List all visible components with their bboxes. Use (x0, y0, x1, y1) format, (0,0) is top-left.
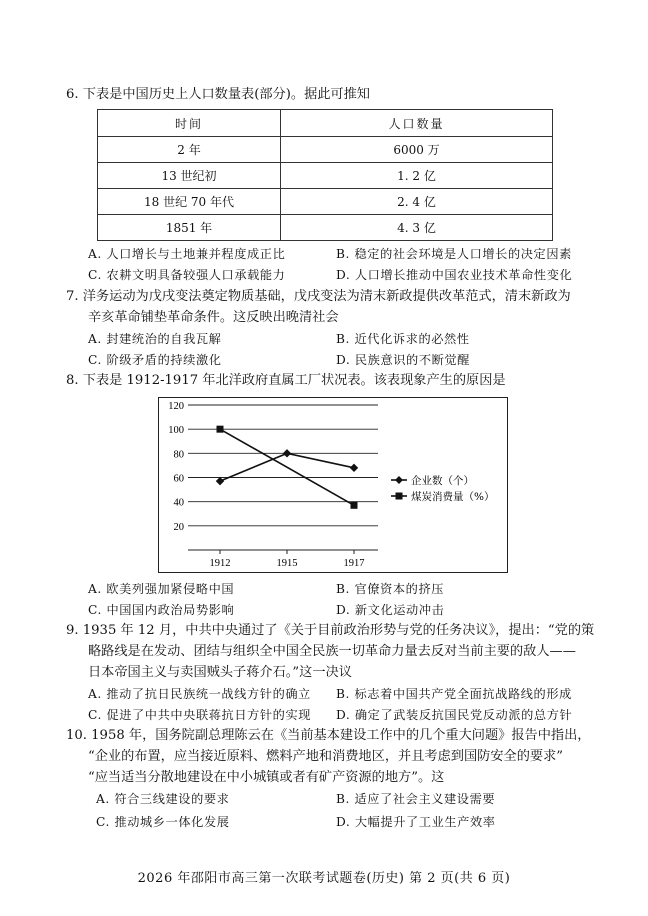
q7-stem-line1: 7. 洋务运动为戊戌变法奠定物质基础，戊戌变法为清末新政提供改革范式，清末新政为 (66, 289, 571, 304)
table-cell: 1. 2 亿 (281, 163, 553, 189)
q10-stem-line2: “企业的布置，应当接近原料、燃料产地和消费地区，并且考虑到国防安全的要求” (88, 749, 564, 764)
chart-y-tick-label: 100 (168, 425, 184, 437)
q6-option-c: C. 农耕文明具备较强人口承载能力 (88, 268, 286, 282)
q9-option-a: A. 推动了抗日民族统一战线方针的确立 (88, 687, 311, 701)
table-cell: 2 年 (98, 137, 281, 163)
chart-point-diamond (216, 477, 224, 485)
q6-option-b: B. 稳定的社会环境是人口增长的决定因素 (336, 247, 572, 261)
table-cell: 18 世纪 70 年代 (98, 189, 281, 215)
q6-stem: 6. 下表是中国历史上人口数量表(部分)。据此可推知 (66, 87, 370, 102)
chart-y-tick-label: 120 (168, 401, 184, 412)
factory-line-chart (158, 397, 508, 573)
q9-stem-line3: 日本帝国主义与卖国贼头子蒋介石。”这一决议 (88, 665, 352, 680)
q9-option-d: D. 确定了武装反抗国民党反动派的总方针 (336, 708, 573, 722)
q7-option-b: B. 近代化诉求的必然性 (336, 332, 470, 346)
table-row (98, 189, 553, 215)
table-row (98, 163, 553, 189)
q10-option-a: A. 符合三线建设的要求 (96, 792, 230, 806)
page-footer: 2026 年邵阳市高三第一次联考试题卷(历史) 第 2 页(共 6 页) (137, 871, 511, 886)
table-cell: 6000 万 (281, 137, 553, 163)
q10-stem-line1: 10. 1958 年，国务院副总理陈云在《当前基本建设工作中的几个重大问题》报告中指出， (66, 728, 591, 743)
q10-stem-line3: “应当适当分散地建设在中小城镇或者有矿产资源的地方”。这 (88, 770, 445, 785)
chart-point-diamond (283, 449, 291, 457)
chart-y-tick-label: 40 (173, 497, 184, 509)
q8-option-a: A. 欧美列强加紧侵略中国 (88, 582, 235, 596)
q8-option-c: C. 中国国内政治局势影响 (88, 603, 235, 617)
q10-option-b: B. 适应了社会主义建设需要 (336, 792, 496, 806)
q9-stem-line2: 略路线是在发动、团结与组织全中国全民族一切革命力量去反对当前主要的敌人—— (88, 644, 576, 659)
table-row (98, 215, 553, 241)
q7-option-a: A. 封建统治的自我瓦解 (88, 332, 222, 346)
q9-option-b: B. 标志着中国共产党全面抗战路线的形成 (336, 687, 572, 701)
table-cell: 1851 年 (98, 215, 281, 241)
q10-option-d: D. 大幅提升了工业生产效率 (336, 815, 496, 829)
legend-label: 企业数（个） (411, 475, 474, 487)
table-cell: 4. 3 亿 (281, 215, 553, 241)
chart-y-tick-label: 60 (173, 473, 184, 485)
legend-diamond-marker (395, 476, 403, 484)
table-header-time: 时间 (98, 110, 281, 137)
chart-point-square (351, 502, 358, 509)
q10-option-c: C. 推动城乡一体化发展 (96, 815, 230, 829)
chart-point-diamond (350, 464, 358, 472)
q7-stem-line2: 辛亥革命铺垫革命条件。这反映出晚清社会 (88, 310, 339, 325)
q7-option-d: D. 民族意识的不断觉醒 (336, 353, 470, 367)
q7-option-c: C. 阶级矛盾的持续激化 (88, 353, 222, 367)
q6-option-a: A. 人口增长与土地兼并程度成正比 (88, 247, 286, 261)
legend-square-marker (396, 493, 403, 500)
chart-series-line-2 (220, 429, 354, 505)
q6-option-d: D. 人口增长推动中国农业技术革命性变化 (336, 268, 573, 282)
q8-option-d: D. 新文化运动冲击 (336, 603, 445, 617)
chart-x-tick-label: 1917 (343, 558, 365, 569)
chart-point-square (217, 426, 224, 433)
q8-stem: 8. 下表是 1912-1917 年北洋政府直属工厂状况表。该表现象产生的原因是 (66, 373, 506, 388)
table-cell: 13 世纪初 (98, 163, 281, 189)
legend-label: 煤炭消费量（%） (411, 491, 495, 503)
q9-option-c: C. 促进了中共中央联蒋抗日方针的实现 (88, 708, 312, 722)
population-table (97, 109, 553, 241)
q8-option-b: B. 官僚资本的挤压 (336, 582, 445, 596)
chart-x-tick-label: 1912 (209, 558, 231, 569)
chart-y-tick-label: 80 (173, 449, 184, 461)
table-cell: 2. 4 亿 (281, 189, 553, 215)
table-row (98, 137, 553, 163)
chart-x-tick-label: 1915 (276, 558, 298, 569)
q9-stem-line1: 9. 1935 年 12 月，中共中央通过了《关于目前政治形势与党的任务决议》，提出：“党的策 (66, 623, 595, 638)
chart-y-tick-label: 20 (173, 521, 184, 533)
table-header-row (98, 110, 553, 137)
table-header-population: 人口数量 (281, 110, 553, 137)
